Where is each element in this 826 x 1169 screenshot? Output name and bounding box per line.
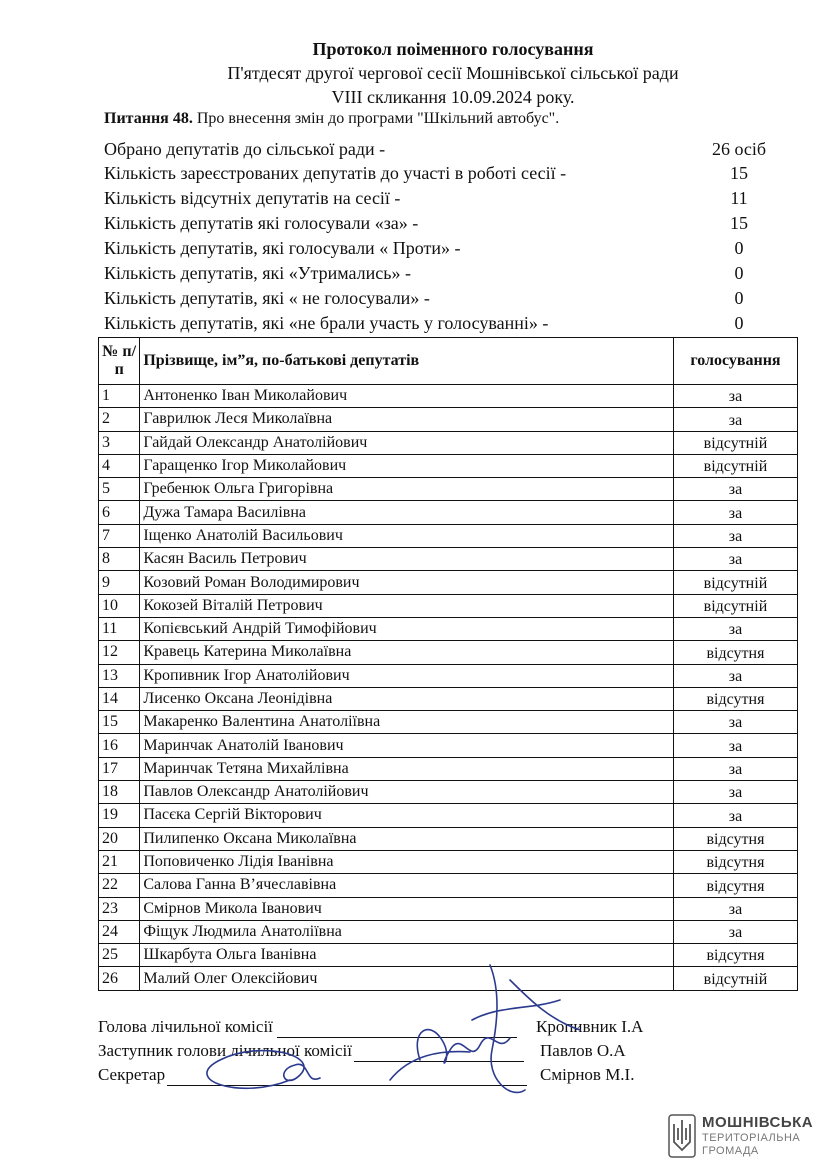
- header-num: № п/п: [99, 338, 140, 385]
- table-row: [99, 548, 798, 571]
- table-row: [99, 478, 798, 501]
- table-row: [99, 454, 798, 477]
- table-row: [99, 385, 798, 408]
- vote-value: за: [673, 897, 797, 920]
- stat-label: Обрано депутатів до сільської ради -: [104, 139, 386, 159]
- vote-value: відсутній: [673, 967, 797, 990]
- vote-value: за: [673, 478, 797, 501]
- document-title: Протокол поіменного голосування: [312, 39, 594, 59]
- row-number: 21: [99, 850, 140, 873]
- deputy-name: Малий Олег Олексійович: [140, 967, 674, 990]
- deputy-name: Пилипенко Оксана Миколаївна: [140, 827, 674, 850]
- trident-icon: [668, 1114, 696, 1158]
- row-number: 8: [99, 548, 140, 571]
- deputy-name: Іщенко Анатолій Васильович: [140, 524, 674, 547]
- table-row: [99, 757, 798, 780]
- row-number: 5: [99, 478, 140, 501]
- stat-value: 11: [730, 188, 748, 208]
- deputy-name: Смірнов Микола Іванович: [140, 897, 674, 920]
- signature-name: Смірнов М.І.: [540, 1065, 635, 1084]
- row-number: 20: [99, 827, 140, 850]
- table-header-row: [99, 338, 798, 385]
- vote-value: відсутня: [673, 850, 797, 873]
- vote-value: за: [673, 920, 797, 943]
- stat-label: Кількість депутатів, які «не брали участь у голосуванні» -: [104, 313, 549, 333]
- table-body: [99, 385, 798, 991]
- table-row: [99, 524, 798, 547]
- logo-subtitle: ТЕРИТОРІАЛЬНА: [702, 1132, 801, 1144]
- row-number: 24: [99, 920, 140, 943]
- table-row: [99, 617, 798, 640]
- vote-value: відсутній: [673, 594, 797, 617]
- vote-value: за: [673, 711, 797, 734]
- deputy-name: Гайдай Олександр Анатолійович: [140, 431, 674, 454]
- table-row: [99, 501, 798, 524]
- deputy-name: Шкарбута Ольга Іванівна: [140, 944, 674, 967]
- deputy-name: Фіщук Людмила Анатоліївна: [140, 920, 674, 943]
- table-row: [99, 781, 798, 804]
- deputy-name: Макаренко Валентина Анатоліївна: [140, 711, 674, 734]
- deputy-name: Салова Ганна В’ячеславівна: [140, 874, 674, 897]
- row-number: 12: [99, 641, 140, 664]
- vote-value: відсутня: [673, 874, 797, 897]
- row-number: 7: [99, 524, 140, 547]
- vote-value: за: [673, 548, 797, 571]
- signature-role: Заступник голови лічильної комісії: [98, 1041, 353, 1060]
- stat-row: [104, 187, 784, 209]
- deputy-name: Гаврилюк Леся Миколаївна: [140, 408, 674, 431]
- header-name: Прізвище, ім”я, по-батькові депутатів: [140, 338, 674, 385]
- row-number: 26: [99, 967, 140, 990]
- stat-row: [104, 138, 784, 160]
- vote-value: за: [673, 524, 797, 547]
- stat-row: [104, 162, 784, 184]
- table-row: [99, 920, 798, 943]
- deputy-name: Лисенко Оксана Леонідівна: [140, 687, 674, 710]
- deputy-name: Дужа Тамара Василівна: [140, 501, 674, 524]
- table-row: [99, 408, 798, 431]
- row-number: 16: [99, 734, 140, 757]
- row-number: 23: [99, 897, 140, 920]
- stat-value: 0: [734, 313, 744, 333]
- header-vote: голосування: [673, 338, 797, 385]
- logo: [668, 1114, 818, 1162]
- row-number: 9: [99, 571, 140, 594]
- deputy-name: Копієвський Андрій Тимофійович: [140, 617, 674, 640]
- table-row: [99, 804, 798, 827]
- row-number: 18: [99, 781, 140, 804]
- vote-value: відсутній: [673, 454, 797, 477]
- vote-value: відсутня: [673, 641, 797, 664]
- row-number: 1: [99, 385, 140, 408]
- deputy-name: Кравець Катерина Миколаївна: [140, 641, 674, 664]
- signature-role: Секретар: [98, 1065, 166, 1084]
- vote-value: за: [673, 804, 797, 827]
- row-number: 17: [99, 757, 140, 780]
- stat-label: Кількість депутатів, які голосували « Проти» -: [104, 238, 461, 258]
- stat-label: Кількість депутатів, які «Утримались» -: [104, 263, 411, 283]
- table-row: [99, 874, 798, 897]
- deputy-name: Кропивник Ігор Анатолійович: [140, 664, 674, 687]
- deputy-name: Антоненко Іван Миколайович: [140, 385, 674, 408]
- question-text: Про внесення змін до програми "Шкільний автобус".: [192, 110, 560, 127]
- question-label: Питання 48.: [104, 110, 193, 127]
- row-number: 4: [99, 454, 140, 477]
- table-row: [99, 664, 798, 687]
- logo-subtitle-2: ГРОМАДА: [702, 1145, 759, 1157]
- table-row: [99, 711, 798, 734]
- vote-value: відсутня: [673, 944, 797, 967]
- convocation-date-line: VIII скликання 10.09.2024 року.: [331, 87, 575, 107]
- deputy-name: Павлов Олександр Анатолійович: [140, 781, 674, 804]
- stat-value: 0: [734, 288, 744, 308]
- table-row: [99, 850, 798, 873]
- vote-value: за: [673, 757, 797, 780]
- vote-value: відсутній: [673, 431, 797, 454]
- row-number: 25: [99, 944, 140, 967]
- signature-role: Голова лічильної комісії: [98, 1017, 273, 1036]
- table-row: [99, 431, 798, 454]
- table-row: [99, 827, 798, 850]
- deputy-name: Маринчак Тетяна Михайлівна: [140, 757, 674, 780]
- stat-label: Кількість зареєстрованих депутатів до участі в роботі сесії -: [104, 163, 567, 183]
- row-number: 11: [99, 617, 140, 640]
- row-number: 22: [99, 874, 140, 897]
- stat-label: Кількість відсутніх депутатів на сесії -: [104, 188, 401, 208]
- table-row: [99, 897, 798, 920]
- stat-value: 0: [734, 263, 744, 283]
- stat-row: [104, 212, 784, 234]
- deputy-name: Кокозей Віталій Петрович: [140, 594, 674, 617]
- row-number: 13: [99, 664, 140, 687]
- table-row: [99, 571, 798, 594]
- deputy-name: Пасєка Сергій Вікторович: [140, 804, 674, 827]
- table-row: [99, 641, 798, 664]
- deputy-name: Гребенюк Ольга Григорівна: [140, 478, 674, 501]
- row-number: 19: [99, 804, 140, 827]
- stat-label: Кількість депутатів які голосували «за» -: [104, 213, 419, 233]
- voting-table: [98, 337, 798, 991]
- row-number: 15: [99, 711, 140, 734]
- stat-row: [104, 262, 784, 284]
- vote-value: за: [673, 617, 797, 640]
- vote-value: за: [673, 501, 797, 524]
- vote-value: відсутній: [673, 571, 797, 594]
- row-number: 10: [99, 594, 140, 617]
- vote-value: за: [673, 385, 797, 408]
- deputy-name: Поповиченко Лідія Іванівна: [140, 850, 674, 873]
- row-number: 6: [99, 501, 140, 524]
- stat-row: [104, 287, 784, 309]
- signature-name: Кропивник І.А: [536, 1017, 644, 1036]
- vote-value: відсутня: [673, 687, 797, 710]
- stat-row: [104, 237, 784, 259]
- stat-value: 15: [730, 213, 748, 233]
- logo-brand: МОШНІВСЬКА: [702, 1114, 814, 1131]
- stat-label: Кількість депутатів, які « не голосували» -: [104, 288, 430, 308]
- stat-value: 26 осіб: [711, 139, 767, 159]
- vote-value: за: [673, 664, 797, 687]
- stat-value: 0: [734, 238, 744, 258]
- table-row: [99, 734, 798, 757]
- handwritten-signatures: [180, 960, 600, 1110]
- vote-value: за: [673, 734, 797, 757]
- stat-row: [104, 312, 784, 334]
- row-number: 14: [99, 687, 140, 710]
- row-number: 3: [99, 431, 140, 454]
- question-line: [104, 110, 559, 128]
- deputy-name: Маринчак Анатолій Іванович: [140, 734, 674, 757]
- stat-value: 15: [730, 163, 748, 183]
- table-row: [99, 594, 798, 617]
- session-line: П'ятдесят другої чергової сесії Мошнівської сільської ради: [227, 63, 679, 83]
- vote-value: за: [673, 781, 797, 804]
- table-row: [99, 687, 798, 710]
- deputy-name: Гаращенко Ігор Миколайович: [140, 454, 674, 477]
- vote-value: відсутня: [673, 827, 797, 850]
- deputy-name: Козовий Роман Володимирович: [140, 571, 674, 594]
- signature-name: Павлов О.А: [540, 1041, 626, 1060]
- deputy-name: Касян Василь Петрович: [140, 548, 674, 571]
- row-number: 2: [99, 408, 140, 431]
- vote-value: за: [673, 408, 797, 431]
